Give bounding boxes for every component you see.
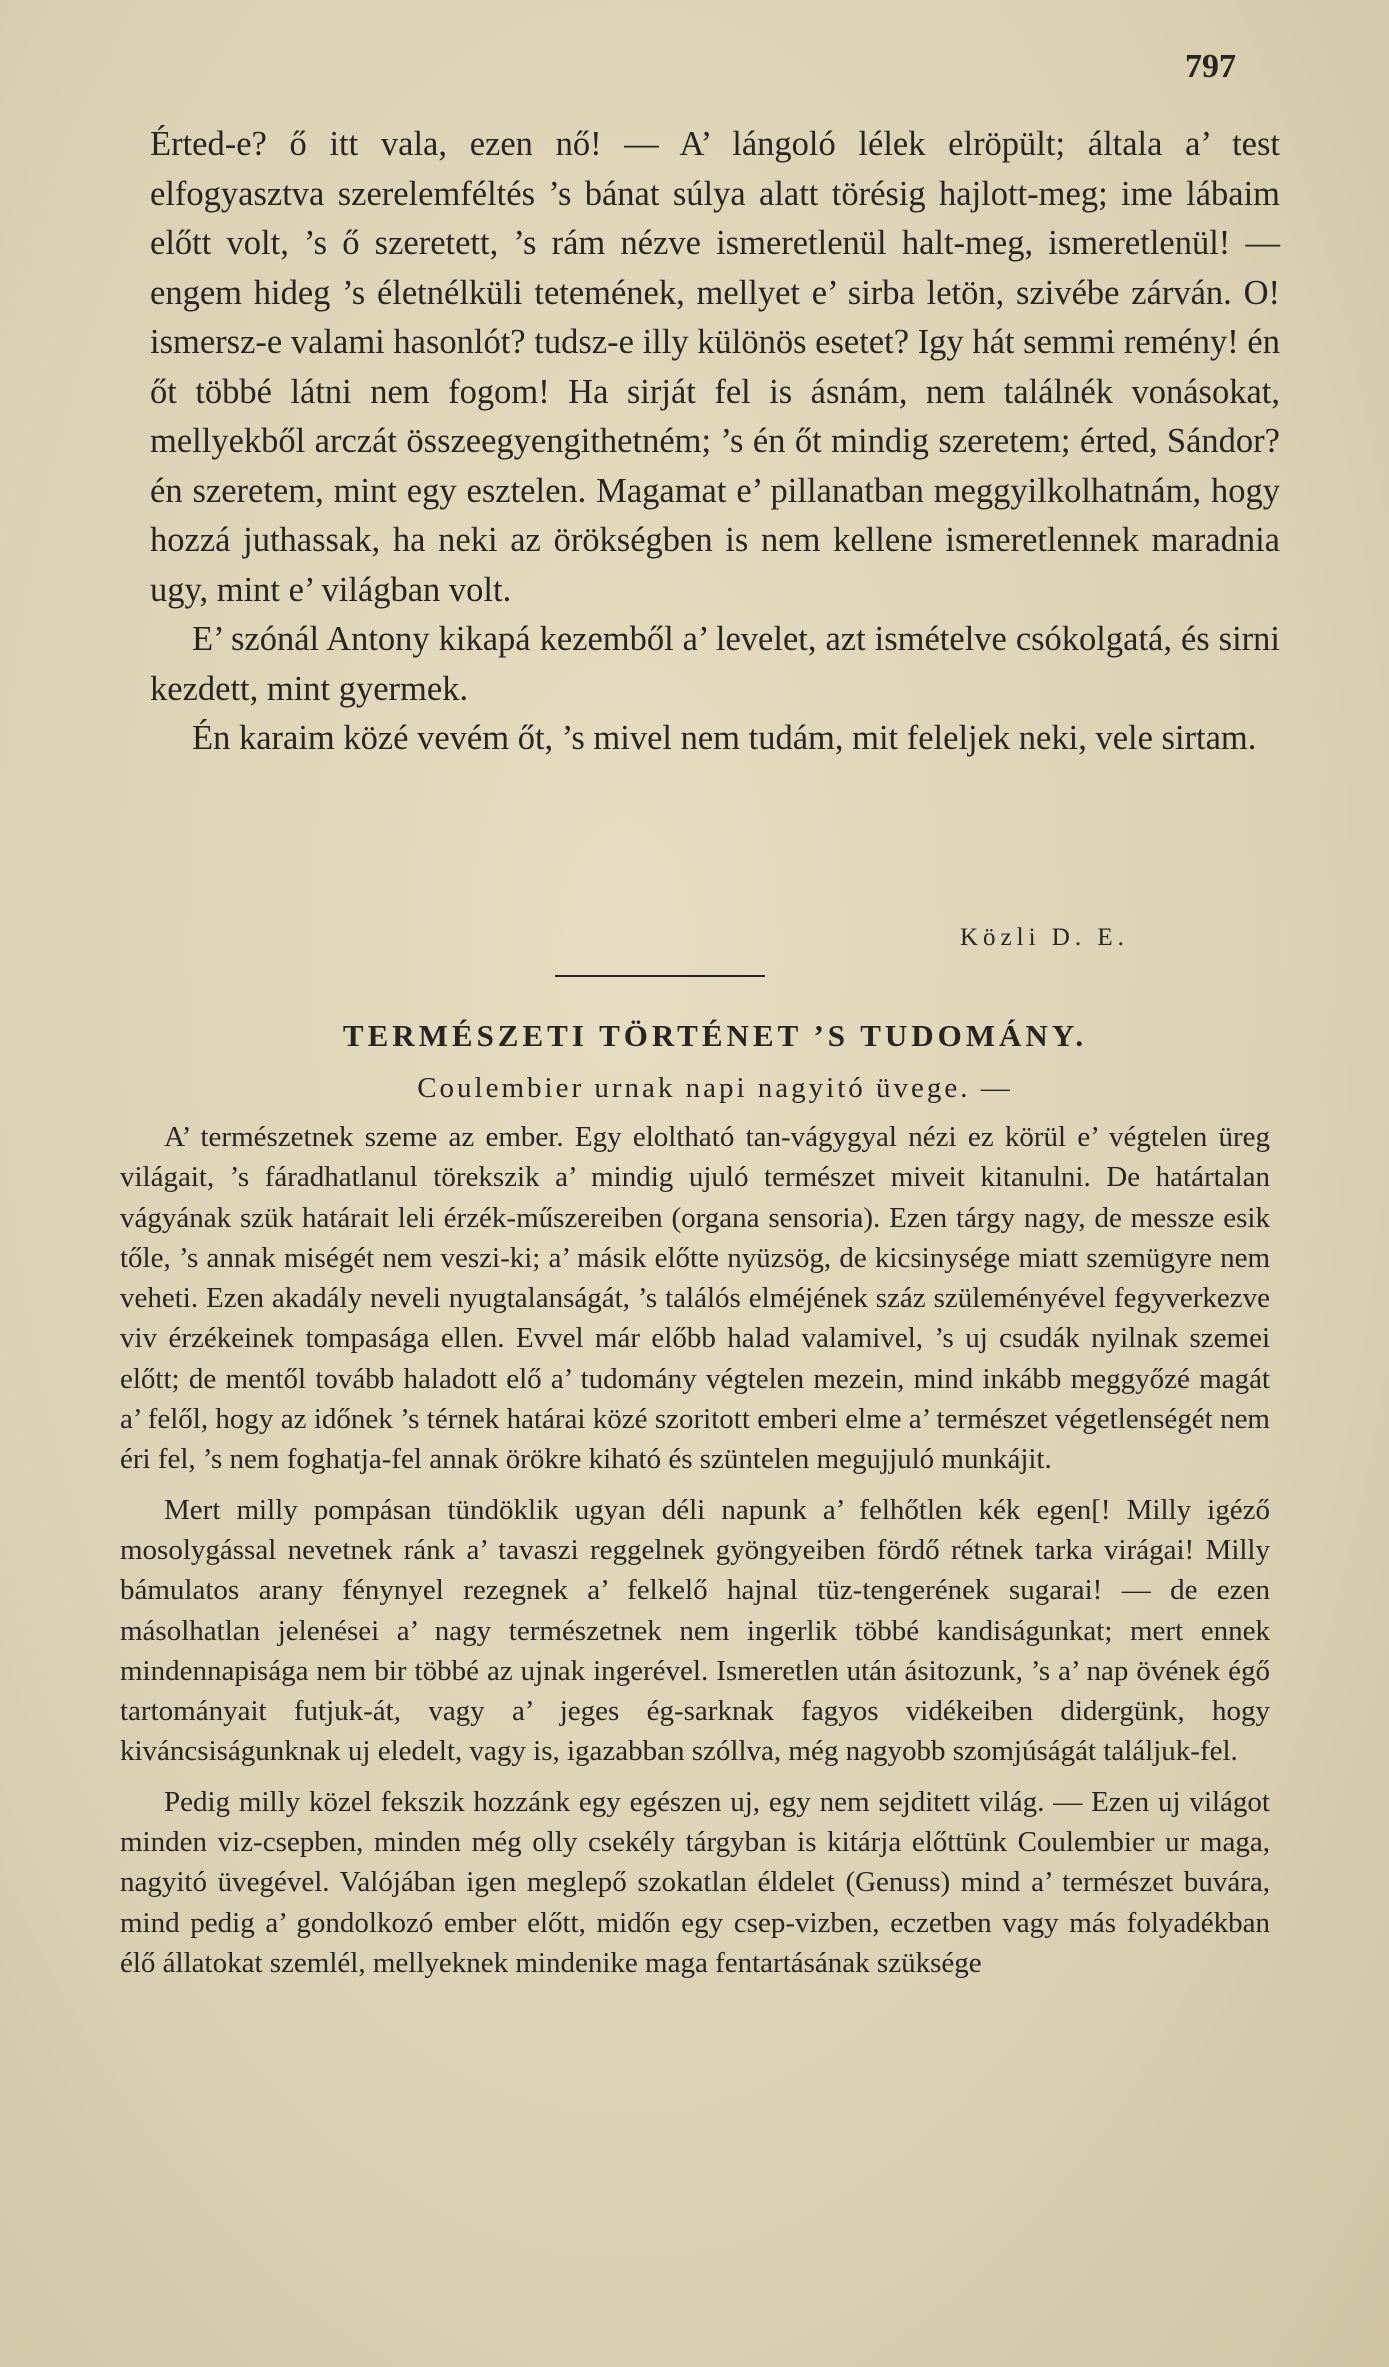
body-paragraph: A’ természetnek szeme az ember. Egy eloltható tan-vágygyal nézi ez körül e’ végtelen üreg világait, ’s fáradhatlanul törekszik a’ mindig ujuló természet miveit kitanulni. De határtalan vágyának szük határait leli érzék-műszereiben (organa sensoria). Ezen tárgy nagy, de messze esik tőle, ’s annak miségét nem veszi-ki; a’ másik előtte nyüzsög, de kicsinysége miatt szemügyre nem veheti. Ezen akadály neveli nyugtalanságát, ’s találós elméjének száz szüleményével fegyverkezve viv érzékeinek tompasága ellen. Evvel már előbb halad valamivel, ’s uj csudák nyilnak szemei előtt; de mentől tovább haladott elő a’ tudomány végtelen mezein, mind inkább meggyőzé magát a’ felől, hogy az időnek ’s térnek határai közé szoritott emberi elme a’ természet végetlenségét nem éri fel, ’s nem foghatja-fel annak örökre kiható és szüntelen megujjuló munkájit.	[120, 1121, 1270, 1476]
article-subtitle: Coulembier urnak napi nagyitó üvege. —	[417, 1072, 1013, 1104]
lead-paragraph: E’ szónál Antony kikapá kezemből a’ levelet, azt ismételve csókolgatá, és sirni kezdett, mint gyermek.	[150, 620, 1280, 708]
article-body	[120, 1117, 1270, 1983]
section-heading: TERMÉSZETI TÖRTÉNET ’S TUDOMÁNY.	[342, 1018, 1088, 1053]
body-paragraph: Mert milly pompásan tündöklik ugyan déli napunk a’ felhőtlen kék egen[! Milly igéző mosolygással nevetnek ránk a’ tavaszi reggelnek gyöngyeiben fördő rétnek tarka virágai! Milly bámulatos arany fénynyel rezegnek a’ felkelő hajnal tüz-tengerének sugarai! — de ezen másolhatlan jelenései a’ nagy természetnek nem ingerlik többé kandiságunkat; mert ennek mindennapisága nem bir többé az ujnak ingerével. Ismeretlen után ásitozunk, ’s a’ nap övének égő tartományait futjuk-át, vagy a’ jeges ég-sarknak fagyos vidékeiben didergünk, hogy kiváncsiságunknak uj eledelt, vagy is, igazabban szóllva, még nagyobb szomjúságát találjuk-fel.	[120, 1493, 1270, 1768]
lead-paragraph: Én karaim közé vevém őt, ’s mivel nem tudám, mit feleljek neki, vele sirtam.	[192, 719, 1257, 757]
section-divider	[555, 975, 765, 977]
body-paragraph: Pedig milly közel fekszik hozzánk egy egészen uj, egy nem sejditett világ. — Ezen uj világot minden viz-csepben, minden még olly csekély tárgyban is kitárja előttünk Coulembier ur maga, nagyitó üvegével. Valójában igen meglepő szokatlan éldelet (Genuss) mind a’ természet buvára, mind pedig a’ gondolkozó ember előtt, midőn egy csep-vizben, eczetben vagy más folyadékban élő állatokat szemlél, mellyeknek mindenike maga fentartásának szüksége	[120, 1785, 1270, 1979]
lead-text	[150, 120, 1280, 764]
lead-paragraph: Érted-e? ő itt vala, ezen nő! — A’ lángoló lélek elröpült; általa a’ test elfogyasztva szerelemféltés ’s bánat súlya alatt törésig hajlott-meg; ime lábaim előtt volt, ’s ő szeretett, ’s rám nézve ismeretlenül halt-meg, ismeretlenül! — engem hideg ’s életnélküli tetemének, mellyet e’ sirba letön, szivébe zárván. O! ismersz-e valami hasonlót? tudsz-e illy különös esetet? Igy hát semmi remény! én őt többé látni nem fogom! Ha sirját fel is ásnám, nem találnék vonásokat, mellyekből arczát összeegyengithetném; ’s én őt mindig szeretem; érted, Sándor? én szeretem, mint egy esztelen. Magamat e’ pillanatban meggyilkolhatnám, hogy hozzá juthassak, ha neki az örökségben is nem kellene ismeretlennek maradnia ugy, mint e’ világban volt.	[150, 125, 1280, 609]
attribution: Közli D. E.	[960, 924, 1129, 951]
page-number: 797	[1185, 48, 1236, 85]
